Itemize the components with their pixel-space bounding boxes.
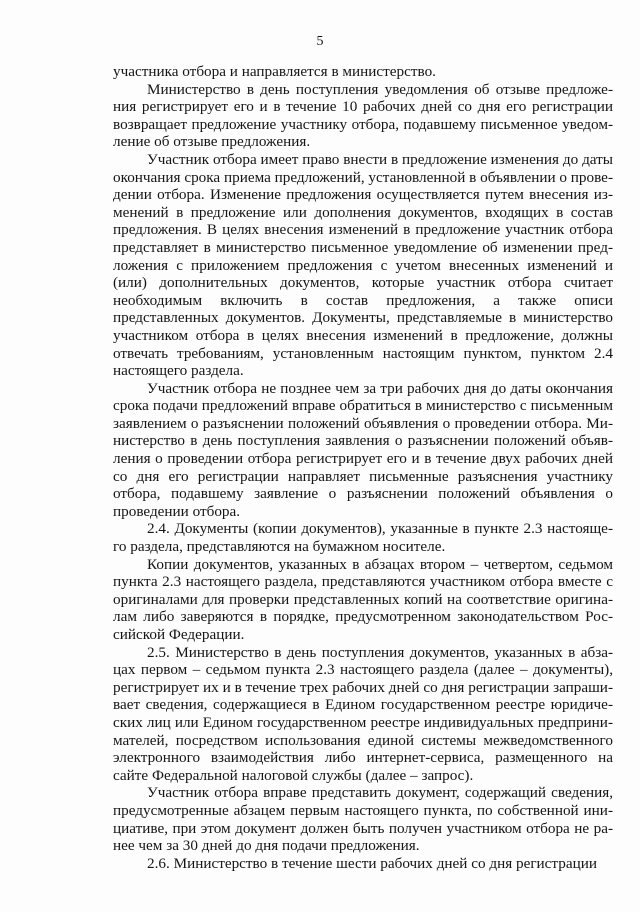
paragraph: Министерство в день поступления уведомления об отзыве предложения регистрирует его и в течение 10 рабочих дней со дня его регистрации возвращает предложение участнику отбора, подавшему письменное уведомление об отзыве предложения. bbox=[113, 80, 613, 151]
paragraph: 2.4. Документы (копии документов), указанные в пункте 2.3 настоящего раздела, представляются на бумажном носителе. bbox=[113, 520, 613, 556]
paragraph: Копии документов, указанных в абзацах втором – четвертом, седьмом пункта 2.3 настоящего раздела, представляются участником отбора вместе с оригиналами для проверки представленных копий на соответствие оригиналам либо заверяются в порядке, предусмотренном законодательством Российской Федерации. bbox=[113, 555, 613, 643]
paragraph: 2.6. Министерство в течение шести рабочих дней со дня регистрации bbox=[147, 854, 597, 872]
paragraph: участника отбора и направляется в министерство. bbox=[113, 63, 436, 80]
paragraph: Участник отбора имеет право внести в предложение изменения до даты окончания срока приема предложений, установленной в объявлении о проведении отбора. Изменение предложения осуществляется путем внесения изменений в предложение или дополнения документов, входящих в состав предложения. В целях внесения изменений в предложение участник отбора представляет в министерство письменное уведомление об изменении предложения с приложением предложения с учетом внесенных изменений и (или) дополнительных документов, которые участник отбора считает необходимым включить в состав предложения, а также описи представленных документов. Документы, представляемые в министерство участником отбора в целях внесения изменений в предложение, должны отвечать требованиям, установленным настоящим пунктом, пунктом 2.4 настоящего раздела. bbox=[113, 150, 613, 380]
page-number: 5 bbox=[316, 34, 324, 49]
paragraph: Участник отбора вправе представить документ, содержащий сведения, предусмотренные абзацем первым настоящего пункта, по собственной инициативе, при этом документ должен быть получен участником отбора не ранее чем за 30 дней до дня подачи предложения. bbox=[113, 784, 613, 855]
document-body bbox=[113, 63, 613, 872]
paragraph: Участник отбора не позднее чем за три рабочих дня до даты окончания срока подачи предложений вправе обратиться в министерство с письменным заявлением о разъяснении положений объявления о проведении отбора. Министерство в день поступления заявления о разъяснении положений объявления о проведении отбора регистрирует его и в течение двух рабочих дней со дня его регистрации направляет письменные разъяснения участнику отбора, подавшему заявление о разъяснении положений объявления о проведении отбора. bbox=[113, 379, 613, 520]
paragraph: 2.5. Министерство в день поступления документов, указанных в абзацах первом – седьмом пункта 2.3 настоящего раздела (далее – документы), регистрирует их и в течение трех рабочих дней со дня регистрации запрашивает сведения, содержащиеся в Едином государственном реестре юридических лиц или Едином государственном реестре индивидуальных предпринимателей, посредством использования единой системы межведомственного электронного взаимодействия либо интернет-сервиса, размещенного на сайте Федеральной налоговой службы (далее – запрос). bbox=[113, 643, 613, 784]
